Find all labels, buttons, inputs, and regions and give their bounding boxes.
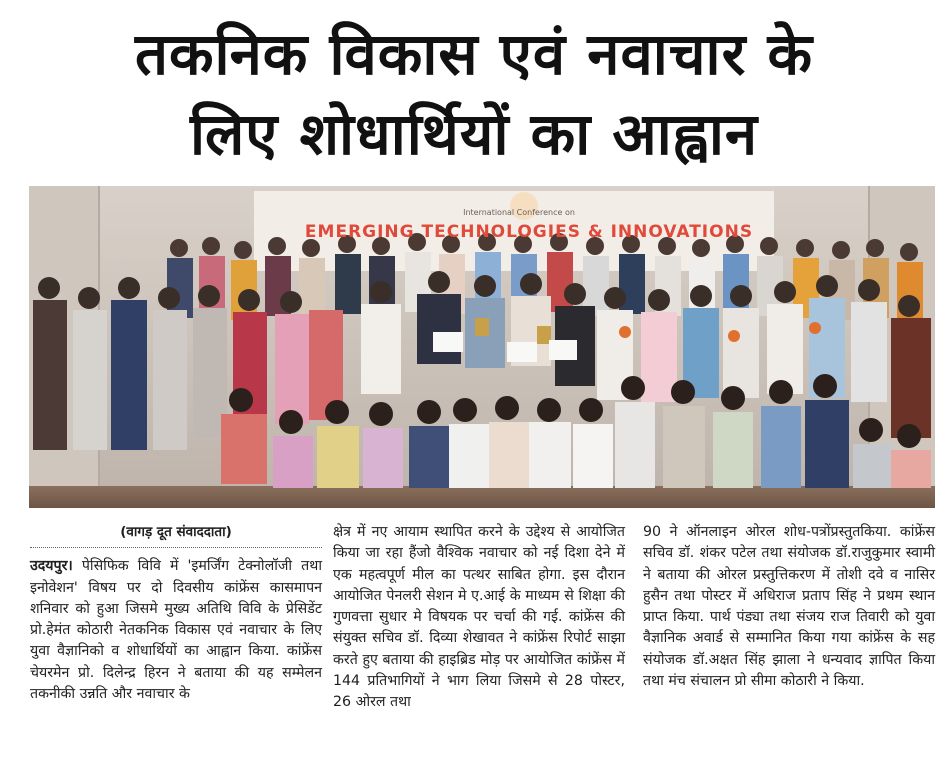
headline-line-1: तकनिक विकास एवं नवाचार के <box>134 20 814 88</box>
article-column-2 <box>333 522 625 714</box>
column-3-text: 90 ने ऑनलाइन ओरल शोध-पत्रोंप्रस्तुतकिया. कांफ्रेंस सचिव डॉ. शंकर पटेल तथा संयोजक डॉ.राजुकुमार स्वामी ने बताया की ओरल प्रस्तुत्तिकरण में तोशी दवे व नासिर हुसैन तथा पोस्टर में अधिराज प्रताप सिंह ने प्रथम स्थान प्राप्त किया. पार्थ पंड्या तथा संजय राज तिवारी को युवा वैज्ञानिक अवार्ड से सम्मानित किया गया कांफ्रेंस के सह संयोजक डॉ.अक्षत सिंह झाला ने धन्यवाद ज्ञापित किया तथा मंच संचालन प्रो सीमा कोठारी ने किया. <box>643 524 935 690</box>
column-1-text: पेसिफिक विवि में 'इमर्जिंग टेक्नोलॉजी तथा इनोवेशन' विषय पर दो दिवसीय कांफ्रेंस कासमापन शनिवार को हुआ जिसमे मुख्य अतिथि विवि के प्रेसिडेंट प्रो.हेमंत कोठारी नेतकनिक विकास एवं नवाचार के लिए युवा वैज्ञानिको व शोधार्थियों का आह्वान किया. कांफ्रेंस चेयरमेन प्रो. दिलेन्द्र हिरन ने बताया की यह सम्मेलन तकनीकी उन्नति और नवाचार के <box>30 558 322 703</box>
banner-title: EMERGING TECHNOLOGIES & INNOVATIONS <box>304 222 754 242</box>
byline: (वागड़ दूत संवाददाता) <box>30 522 322 548</box>
headline <box>0 14 948 174</box>
dateline: उदयपुर। <box>30 558 73 575</box>
article-column-1 <box>30 522 322 705</box>
column-2-text: क्षेत्र में नए आयाम स्थापित करने के उद्देश्य से आयोजित किया जा रहा हैंजो वैश्विक नवाचार को नई दिशा देने में एक महत्वपूर्ण मील का पत्थर साबित होगा. इस दौरान आयोजित पेनलरी सेशन मे ए.आई के माध्यम से शिक्षा की गुणवत्ता सुधार मे विषयक पर चर्चा की गई. कांफ्रेंस की संयुक्त सचिव डॉ. दिव्या शेखावत ने कांफ्रेंस रिपोर्ट साझा करते हुए बताया की हाइब्रिड मोड़ पर आयोजित कांफ्रेंस में 144 प्रतिभागियों ने भाग लिया जिसमे से 28 पोस्टर, 26 ओरल तथा <box>333 524 625 711</box>
headline-line-2: लिए शोधार्थियों का आह्वान <box>189 100 759 168</box>
group-photo <box>29 186 935 508</box>
article-column-3 <box>643 522 935 692</box>
banner-subtitle: International Conference on <box>463 208 575 217</box>
